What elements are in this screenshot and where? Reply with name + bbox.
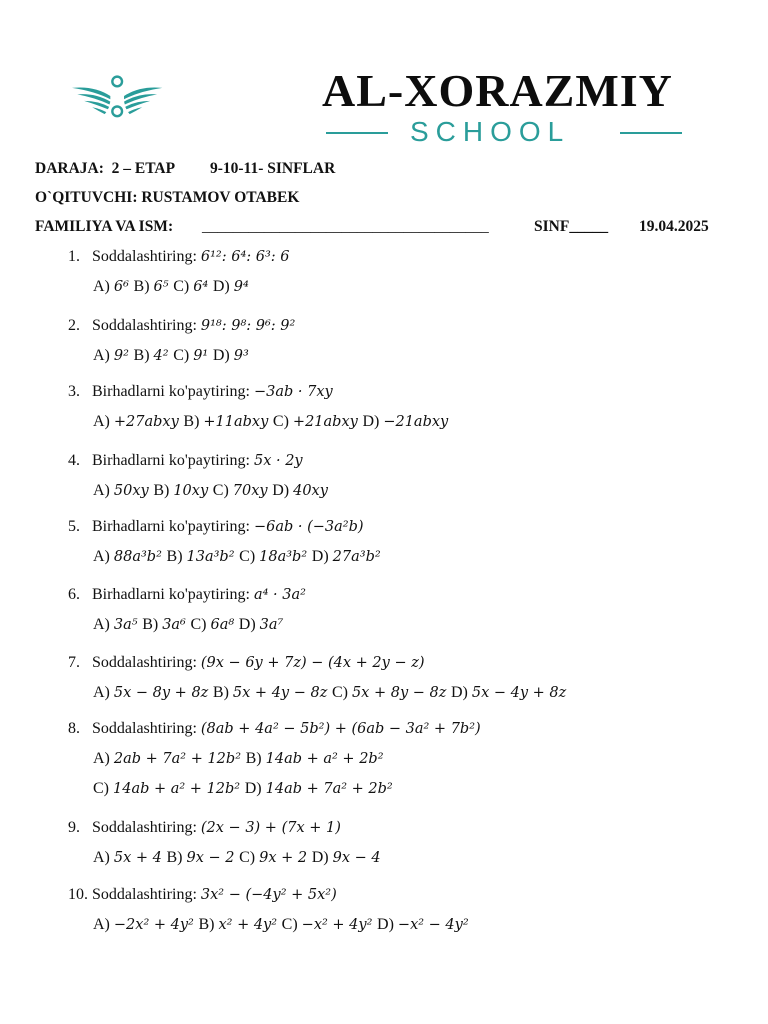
option-value[interactable]: −2x² + 4y² — [113, 917, 199, 933]
option-letter: D) — [362, 413, 384, 430]
option-letter: D) — [311, 849, 333, 866]
question-text: Birhadlarni ko'paytiring: — [92, 383, 254, 400]
school-logo — [70, 40, 320, 152]
option-value[interactable]: 14ab + 7a² + 2b² — [265, 781, 393, 797]
option-value[interactable]: 9³ — [233, 348, 249, 364]
option-value[interactable]: 88a³b² — [113, 549, 167, 565]
option-letter: A) — [93, 413, 114, 430]
answer-options — [93, 750, 384, 768]
question-number: 1. — [68, 248, 80, 265]
option-letter: A) — [93, 916, 114, 933]
question-text: Birhadlarni ko'paytiring: — [92, 518, 254, 535]
option-value[interactable]: 5x + 8y − 8z — [351, 685, 451, 701]
question-number: 5. — [68, 518, 80, 535]
question-number: 9. — [68, 819, 80, 836]
option-letter: D) — [450, 684, 472, 701]
answer-options — [93, 684, 566, 702]
brand-subtitle-block — [326, 116, 682, 150]
option-letter: A) — [93, 750, 114, 767]
option-letter: C) — [190, 616, 211, 633]
option-letter: C) — [331, 684, 352, 701]
question-expression: (2x − 3) + (7x + 1) — [200, 820, 341, 836]
option-value[interactable]: 3a⁵ — [113, 617, 143, 633]
question-number: 8. — [68, 720, 80, 737]
option-letter: D) — [272, 482, 294, 499]
question-text: Soddalashtiring: — [92, 317, 201, 334]
question-number: 7. — [68, 654, 80, 671]
option-letter: A) — [93, 616, 114, 633]
option-letter: D) — [244, 780, 266, 797]
option-letter: B) — [245, 750, 266, 767]
question-number: 4. — [68, 452, 80, 469]
question-expression: (8ab + 4a² − 5b²) + (6ab − 3a² + 7b²) — [200, 721, 481, 737]
option-letter: B) — [142, 616, 163, 633]
question-text: Birhadlarni ko'paytiring: — [92, 586, 254, 603]
grades-label: 9-10-11- SINFLAR — [209, 160, 336, 177]
option-value[interactable]: 9x − 2 — [186, 850, 240, 866]
question-expression: a⁴ · 3a² — [253, 587, 306, 603]
answer-options — [93, 347, 249, 365]
option-value[interactable]: 50xy — [113, 483, 154, 499]
option-letter: C) — [173, 347, 194, 364]
option-letter: A) — [93, 548, 114, 565]
answer-options — [93, 278, 249, 296]
option-letter: C) — [212, 482, 233, 499]
option-letter: B) — [166, 548, 187, 565]
option-value[interactable]: 14ab + a² + 2b² — [265, 751, 384, 767]
option-letter: C) — [281, 916, 302, 933]
option-letter: D) — [212, 278, 234, 295]
student-name-label: FAMILIYA VA ISM: — [35, 218, 174, 235]
option-value[interactable]: 5x − 4y + 8z — [471, 685, 567, 701]
class-field[interactable]: SINF_____ — [534, 218, 609, 235]
option-value[interactable]: 9⁴ — [233, 279, 249, 295]
option-value[interactable]: −x² − 4y² — [397, 917, 469, 933]
answer-options — [93, 413, 448, 431]
option-value[interactable]: 5x + 4 — [113, 850, 167, 866]
question-2 — [68, 317, 295, 335]
question-text: Soddalashtiring: — [92, 720, 201, 737]
answer-options — [93, 849, 381, 867]
answer-options — [93, 616, 283, 634]
option-letter: C) — [272, 413, 293, 430]
question-text: Soddalashtiring: — [92, 819, 201, 836]
option-letter: C) — [173, 278, 194, 295]
question-expression: (9x − 6y + 7z) − (4x + 2y − z) — [200, 655, 425, 671]
option-letter: B) — [212, 684, 233, 701]
question-7 — [68, 654, 425, 672]
answer-options — [93, 780, 393, 798]
question-1 — [68, 248, 290, 266]
question-9 — [68, 819, 341, 837]
answer-options — [93, 916, 469, 934]
question-text: Birhadlarni ko'paytiring: — [92, 452, 254, 469]
option-letter: B) — [133, 278, 154, 295]
option-value[interactable]: 5x − 8y + 8z — [113, 685, 213, 701]
option-value[interactable]: 6⁶ — [113, 279, 134, 295]
option-value[interactable]: 13a³b² — [186, 549, 240, 565]
teacher-row — [35, 189, 299, 207]
level-label: DARAJA: — [35, 160, 104, 177]
option-value[interactable]: +21abxy — [292, 414, 363, 430]
question-8 — [68, 720, 481, 738]
option-value[interactable]: 27a³b² — [332, 549, 381, 565]
option-value[interactable]: 6⁵ — [153, 279, 174, 295]
option-letter: D) — [377, 916, 398, 933]
option-value[interactable]: 6a⁸ — [210, 617, 239, 633]
teacher-label: O`QITUVCHI: — [35, 189, 138, 206]
question-number: 6. — [68, 586, 80, 603]
question-number: 2. — [68, 317, 80, 334]
option-letter: A) — [93, 347, 114, 364]
divider-line-right — [620, 132, 682, 134]
question-number: 3. — [68, 383, 80, 400]
option-value[interactable]: 10xy — [173, 483, 213, 499]
brand-title: AL-XORAZMIY — [322, 65, 673, 116]
option-value[interactable]: 18a³b² — [259, 549, 312, 565]
question-4 — [68, 452, 303, 470]
answer-options — [93, 548, 381, 566]
option-value[interactable]: 9² — [113, 348, 134, 364]
option-value[interactable]: 9x + 2 — [259, 850, 312, 866]
option-letter: A) — [93, 482, 114, 499]
option-value[interactable]: +11abxy — [203, 414, 273, 430]
question-text: Soddalashtiring: — [92, 654, 201, 671]
exam-date: 19.04.2025 — [639, 218, 709, 235]
student-name-field[interactable]: _____________________________________ — [202, 218, 489, 235]
divider-line-left — [326, 132, 388, 134]
brand-subtitle: SCHOOL — [410, 116, 571, 147]
option-value[interactable]: 3a⁷ — [259, 617, 284, 633]
question-3 — [68, 383, 333, 401]
option-letter: B) — [153, 482, 174, 499]
option-letter: B) — [133, 347, 154, 364]
option-value[interactable]: 70xy — [232, 483, 273, 499]
option-letter: C) — [93, 780, 113, 797]
question-text: Soddalashtiring: — [92, 248, 201, 265]
option-value[interactable]: 14ab + a² + 12b² — [113, 781, 245, 797]
option-value[interactable]: 9¹ — [193, 348, 213, 364]
question-10 — [68, 886, 337, 904]
option-value[interactable]: +27abxy — [113, 414, 184, 430]
option-value[interactable]: 4² — [153, 348, 174, 364]
option-value[interactable]: 6⁴ — [193, 279, 213, 295]
question-expression: −3ab · 7xy — [253, 384, 333, 400]
question-expression: 9¹⁸: 9⁸: 9⁶: 9² — [200, 318, 296, 334]
teacher-name: RUSTAMOV OTABEK — [141, 189, 300, 206]
question-number: 10. — [68, 886, 88, 903]
option-letter: D) — [238, 616, 260, 633]
option-letter: A) — [93, 684, 114, 701]
level-row — [35, 160, 335, 178]
option-value[interactable]: −x² + 4y² — [301, 917, 378, 933]
question-5 — [68, 518, 364, 536]
question-expression: 3x² − (−4y² + 5x²) — [200, 887, 337, 903]
question-expression: −6ab · (−3a²b) — [253, 519, 364, 535]
option-letter: B) — [166, 849, 187, 866]
question-6 — [68, 586, 306, 604]
option-letter: B) — [183, 413, 204, 430]
option-letter: B) — [198, 916, 219, 933]
option-letter: D) — [311, 548, 333, 565]
option-letter: D) — [212, 347, 234, 364]
question-expression: 5x · 2y — [253, 453, 303, 469]
option-value[interactable]: 2ab + 7a² + 12b² — [113, 751, 246, 767]
answer-options — [93, 482, 328, 500]
option-letter: A) — [93, 278, 114, 295]
question-text: Soddalashtiring: — [92, 886, 201, 903]
option-value[interactable]: 40xy — [293, 483, 328, 499]
option-letter: C) — [239, 849, 260, 866]
question-expression: 6¹²: 6⁴: 6³: 6 — [200, 249, 290, 265]
option-value[interactable]: −21abxy — [383, 414, 449, 430]
level-value: 2 – ETAP — [111, 160, 175, 177]
option-letter: A) — [93, 849, 114, 866]
option-letter: C) — [239, 548, 260, 565]
option-value[interactable]: 3a⁶ — [162, 617, 191, 633]
option-value[interactable]: 5x + 4y − 8z — [232, 685, 332, 701]
option-value[interactable]: 9x − 4 — [332, 850, 381, 866]
option-value[interactable]: x² + 4y² — [218, 917, 282, 933]
